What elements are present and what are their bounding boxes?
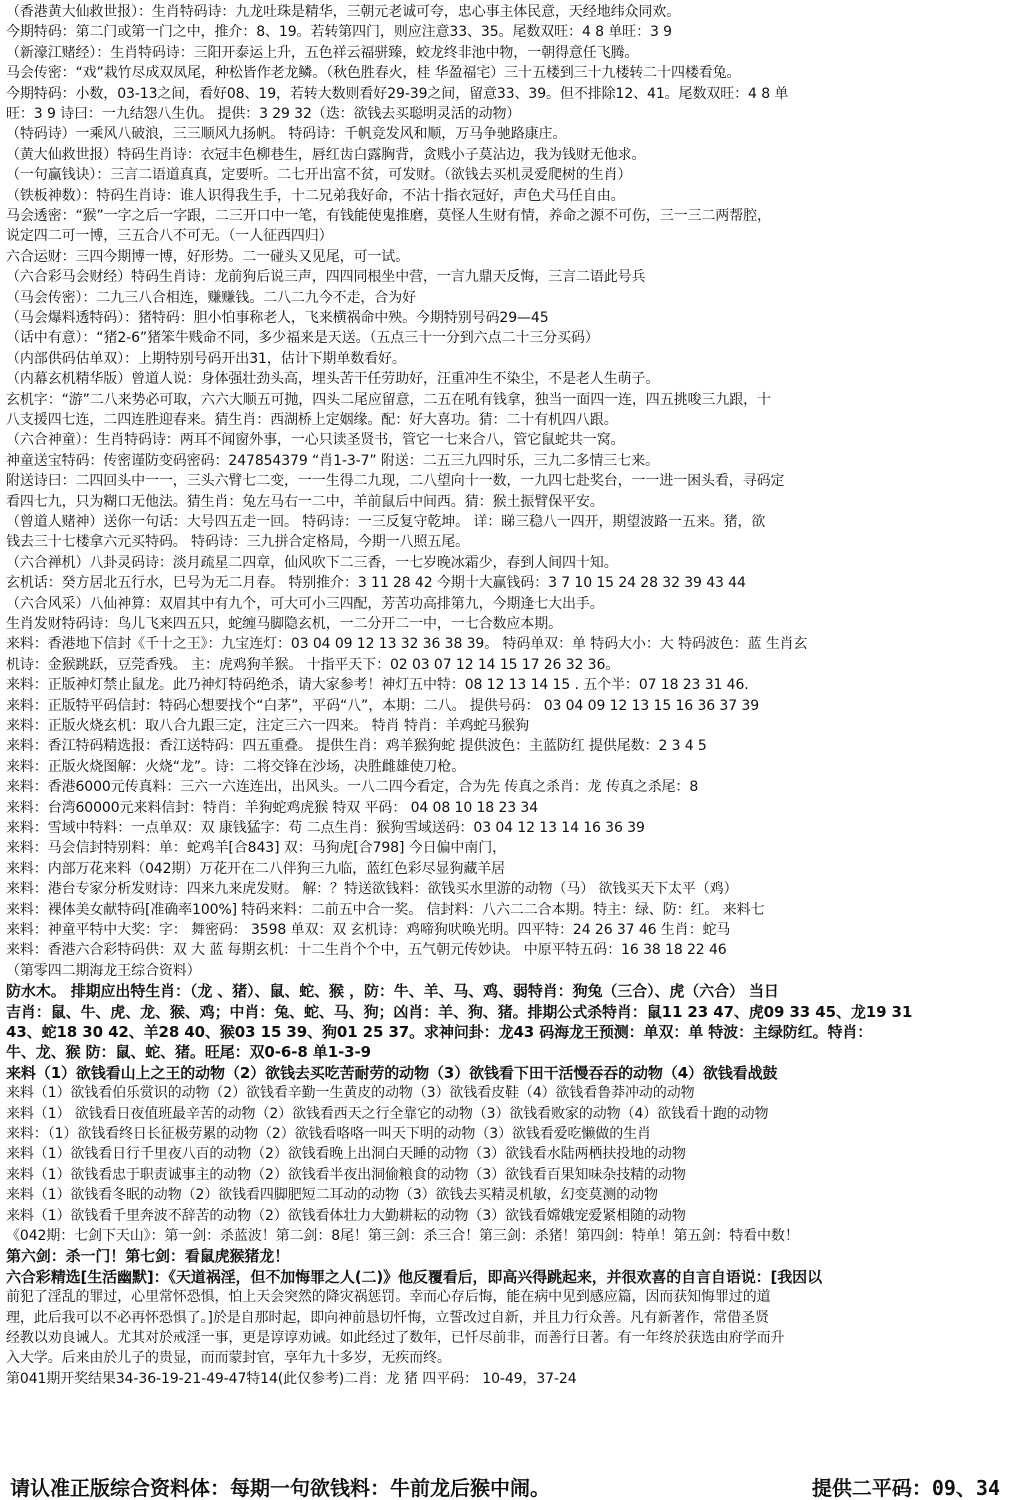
document-line: 玄机字：“游”二八来势必可取，六六大顺五可抛，四头二尾应留意，二五在吼有钱拿，独当一面四一连，四五挑唆三九跟，十 (6, 391, 771, 408)
document-line: 来料：裸体美女献特码[准确率100%] 特码来料：二前五中合一奖。 信封料：八六二二合本期。特主：绿、防：红。 来料七 (6, 901, 765, 918)
document-line: 六合彩精选[生活幽默]：《天道祸淫，但不加悔罪之人(二)》他反覆看后，即高兴得跳起来，并很欢喜的自言自语说：[我因以 (6, 1267, 822, 1286)
document-line: 理，此后我可以不必再怀恐惧了。]於是自那时起，即向神前恳切忏悔，立誓改过自新，并且力行众善。凡有新著作，常借圣贤 (6, 1309, 769, 1326)
document-line: 来料（1）欲钱看冬眠的动物（2）欲钱看四脚肥短二耳动的动物（3）欲钱去买精灵机敏，幻变莫测的动物 (6, 1187, 658, 1204)
document-line: （六合彩马会财经）特码生肖诗：龙前狗后说三声，四四同根坐中营，一言九鼎天反悔，三言二语此号兵 (6, 269, 646, 286)
document-line: 来料：（1）欲钱看终日长征极劳累的动物（2）欲钱看咯咯一叫天下明的动物（3）欲钱看爱吃懒做的生肖 (6, 1126, 651, 1142)
document-line: 前犯了淫乱的罪过，心里常怀恐惧，怕上天会突然的降灾祸惩罚。幸而心存后悔，能在病中见到感应篇，因而获知悔罪过的道 (6, 1289, 771, 1306)
document-line: 牛、龙、猴 防：鼠、蛇、猪。旺尾：双0-6-8 单1-3-9 (6, 1043, 371, 1062)
document-line: 看四七九，只为糊口无他法。猜生肖：兔左马右一二中，羊前鼠后中间西。猜：猴土振臂保平安。 (6, 493, 604, 510)
document-line: 来料：正版火烧玄机：取八合九跟三定，注定三六一四来。 特肖 特肖：羊鸡蛇马猴狗 (6, 718, 529, 734)
document-line: （铁板神数）：特码生肖诗：谁人识得我生手，十二兄弟我好命，不沾十指衣冠好，声色犬马任自由。 (6, 187, 625, 204)
document-line: （马会传密）：二九三八合相连，赚赚钱。二八二九今不走，合为好 (6, 289, 416, 306)
document-line: （内幕玄机精华版）曾道人说：身体强壮劲头高，埋头苦干任劳助好，汪重冲生不染尘，不是老人生萌子。 (6, 371, 660, 388)
document-line: （特码诗）一乘风八破浪，三三顺风九扬帆。 特码诗：千帆竞发风和顺，万马争驰路康庄。 (6, 126, 567, 143)
document-line: 马会传密：“戏”栽竹尽成双凤尾，种松皆作老龙鳞。（秋色胜春火，桂 华盈福宅）三十五楼到三十九楼转二十四楼看兔。 (6, 65, 741, 82)
document-line: （曾道人赌神）送你一句话：大号四五走一回。 特码诗：一三反复守乾坤。 详：睇三稳八一四开，期望波路一五来。猪，欲 (6, 514, 766, 530)
document-line: 入大学。后来由於儿子的贵显，而而蒙封官，享年九十多岁，无疾而终。 (6, 1350, 451, 1367)
document-line: 来料（1）欲钱看忠于职责诚事主的动物（2）欲钱看半夜出洞偷粮食的动物（3）欲钱看百果知味杂技精的动物 (6, 1166, 686, 1183)
document-line: 今期特码：第二门或第一门之中，推介：8、19。若转第四门，则应注意33、35。尾数双旺：4 8 单旺：3 9 (6, 24, 672, 41)
document-line: 来料（1）欲钱看山上之王的动物（2）欲钱去买吃苦耐劳的动物（3）欲钱看下田干活慢吞吞的动物（4）欲钱看战鼓 (6, 1063, 778, 1082)
document-line: 机诗：金猴跳跃，豆莞香残。 主：虎鸡狗羊猴。 十指平天下：02 03 07 12 14 15 17 26 32 36。 (6, 656, 620, 673)
document-line: 来料：内部万花来料（042期）万花开在二八伴狗三九临，蓝红色彩尽显狗藏羊居 (6, 860, 506, 877)
document-line: 第041期开奖结果34-36-19-21-49-47特14(此仅参考)二肖：龙 猪 四平码： 10-49，37-24 (6, 1370, 577, 1387)
document-line: 神童送宝特码：传密谨防变码密码：247854379 “肖1-3-7” 附送：二五三九四时乐，三九二多情三七来。 (6, 452, 659, 469)
document-line: 来料：正版火烧图解：火烧“龙”。诗：二将交锋在沙场，决胜雌雄使刀枪。 (6, 758, 466, 775)
document-line: 钱去三十七楼拿六元买特码。 特码诗：三九拼合定格局，今期一八照五尾。 (6, 534, 470, 551)
document-line: 来料：香江特码精选报：香江送特码：四五重叠。 提供生肖：鸡羊猴狗蛇 提供波色：主蓝防红 提供尾数：2 3 4 5 (6, 738, 707, 755)
document-line: （一句赢钱诀）：三言二语道真真，定要听。二七开出富不贫，可发财。（欲钱去买机灵爱爬树的生肖） (6, 167, 632, 184)
document-line: 来料：正版神灯禁止鼠龙。此乃神灯特码绝杀，请大家参考！神灯五中特：08 12 13 14 15 . 五个半：07 18 23 31 46. (6, 677, 749, 694)
footer-slogan: 请认准正版综合资料体：每期一句欲钱料：牛前龙后猴中闹。 (10, 1475, 550, 1500)
document-line: 防水木。 排期应出特生肖：（龙 、猪）、鼠、蛇、猴 ，防：牛、羊、马、鸡、弱特肖：狗兔（三合）、虎（六合） 当日 (6, 982, 779, 1001)
document-line: 来料：雪域中特料：一点单双：双 康钱猛字：苟 二点生肖：猴狗雪域送码：03 04 12 13 14 16 36 39 (6, 820, 645, 836)
document-line: 附送诗曰：二四回头中一一，三头六臂七二变，一一生得二九现，二八望向十一数，一九四七赴奖台，一一进一困头看，寻码定 (6, 473, 785, 490)
document-line: 来料：香港地下信封《千十之王》：九宝连灯：03 04 09 12 13 32 36 38 39。 特码单双：单 特码大小：大 特码波色：蓝 生肖玄 (6, 636, 808, 653)
document-line: 说定四二可一博，三五合八不可无。（一人征西四归） (6, 228, 333, 245)
document-line: （内部供码估单双）：上期特别号码开出31，估计下期单数看好。 (6, 350, 406, 367)
document-line: 八支援四七连，二四连胜迎春来。猜生肖：西湖桥上定姻缘。配：好大喜功。猜：二十有机四八跟。 (6, 412, 618, 428)
document-line: 来料：马会信封特别料：单：蛇鸡羊[合843] 双：马狗虎[合798] 今日偏中南门， (6, 840, 506, 857)
document-line: （话中有意）：“猪2-6”猪笨牛贱命不同，多少福来是天送。（五点三十一分到六点二十三分买码） (6, 330, 599, 347)
document-line: 来料：香港6000元传真料：三六一六连连出，出风头。一八二四今看定，合为先 传真之杀肖：龙 传真之杀尾：8 (6, 779, 699, 796)
document-line: 旺：3 9 诗曰：一九结怨八生仇。 提供：3 29 32（迭：欲钱去买聪明灵活的动物） (6, 106, 521, 122)
document-line: 今期特码：小数，03-13之间，看好08、19，若转大数则看好29-39之间，留意33、39。但不排除12、41。尾数双旺：4 8 单 (6, 85, 789, 102)
document-line: 来料：香港六合彩特码供：双 大 蓝 每期玄机：十二生肖个个中，五气朝元传妙诀。 中原平特五码：16 38 18 22 46 (6, 942, 727, 959)
document-line: 生肖发财特码诗：鸟儿飞来四五只，蛇缠马脚隐玄机，一二分开二一中，一七合数应本期。 (6, 616, 562, 632)
document-line: 来料：神童平特中大奖：字： 舞密码： 3598 单双：双 玄机诗：鸡啼狗吠唤光明。四平特：24 26 37 46 生肖：蛇马 (6, 922, 731, 938)
document-line: 来料（1） 欲钱看日夜值班最辛苦的动物（2）欲钱看西天之行全靠它的动物（3）欲钱看败家的动物（4）欲钱看十跑的动物 (6, 1105, 769, 1122)
document-line: 六合运财：三四今期博一博，好形势。二一碰头又见尾，可一试。 (6, 248, 410, 265)
document-line: 第六剑：杀一门！第七剑：看鼠虎猴猪龙！ (6, 1247, 290, 1266)
footer-numbers: 提供二平码：09、34 (811, 1475, 1000, 1500)
document-line: （马会爆料透特码）：猪特码：胆小怕事称老人，飞来横祸命中殃。今期特别号码29—45 (6, 310, 549, 326)
document-line: 来料：正版特平码信封：特码心想要找个“白茅”，平码“八”，本期：二八。 提供号码： 03 04 09 12 13 15 16 36 37 39 (6, 697, 760, 714)
document-line: （第零四二期海龙王综合资料） (6, 962, 201, 979)
document-line: 马会透密：“猴”一字之后一字跟，二三开口中一笔，有钱能使鬼推磨，莫怪人生财有情，养命之源不可伤，三一三二两帮腔， (6, 208, 771, 224)
document-line: 来料：港台专家分析发财诗：四来九来虎发财。 解：？特送欲钱料：欲钱买水里游的动物（马） 欲钱买天下太平（鸡） (6, 881, 738, 898)
document-line: （六合禅机）八卦灵码诗：淡月疏星二四章，仙风吹下二三香，一七岁晚冰霜少，春到人间四十知。 (6, 554, 618, 571)
document-line: （香港黄大仙救世报）：生肖特码诗：九龙吐珠是精华，三朝元老诚可夸，忠心事主体民意，天经地纬众同欢。 (6, 4, 681, 20)
document-line: 玄机话：癸方居北五行水，巳号为无二月春。 特别推介：3 11 28 42 今期十大赢钱码：3 7 10 15 24 28 32 39 43 44 (6, 575, 746, 592)
document-line: 来料（1）欲钱看日行千里夜八百的动物（2）欲钱看晚上出洞白天睡的动物（3）欲钱看水陆两栖扶投地的动物 (6, 1146, 686, 1163)
document-line: （六合风采）八仙神算：双眉其中有九个，可大可小三四配，芳苦功高排第九，今期逢七大出手。 (6, 595, 604, 612)
document-line: 43、蛇18 30 42、羊28 40、猴03 15 39、狗01 25 37。求神问卦：龙43 码海龙王预测：单双：单 特波：主绿防红。特肖： (6, 1023, 873, 1041)
document-line: 吉肖：鼠、牛、虎、龙、猴、鸡；中肖：兔、蛇、马、狗；凶肖：羊、狗、猪。排期公式杀特肖：鼠11 23 47、虎09 33 45、龙19 31 (6, 1002, 913, 1021)
document-line: 经教以劝良诫人。尤其对於戒淫一事，更是谆谆劝诫。如此经过了数年，已忏尽前非，而善行日著。有一年终於获选由府学而升 (6, 1330, 785, 1346)
document-line: 《042期：七剑下天山》：第一剑：杀蓝波！第二剑：8尾！第三剑：杀三合！第三剑：杀猪！第四剑：特单！第五剑：特看中数！ (6, 1228, 799, 1244)
document-line: （黄大仙救世报）特码生肖诗：衣冠丰色柳巷生，唇红齿白露胸背，贪贱小子莫沾边，我为钱财无他求。 (6, 146, 646, 163)
footer-bar (0, 1472, 1010, 1500)
document-line: 来料（1）欲钱看伯乐赏识的动物（2）欲钱看辛勤一生黄皮的动物（3）欲钱看皮鞋（4）欲钱看鲁莽冲动的动物 (6, 1085, 695, 1102)
document-line: 来料（1）欲钱看千里奔波不辞苦的动物（2）欲钱看体壮力大勤耕耘的动物（3）欲钱看嫦娥宠爱紧相随的动物 (6, 1207, 686, 1224)
document-line: （六合神童）：生肖特码诗：两耳不闻窗外事，一心只读圣贤书，管它一七来合八，管它鼠蛇共一窝。 (6, 432, 625, 449)
document-line: （新濠江赌经）：生肖特码诗：三阳开泰运上升，五色祥云福骈臻，蛟龙终非池中物，一朝得意任飞腾。 (6, 44, 639, 61)
document-line: 来料：台湾60000元来料信封：特肖：羊狗蛇鸡虎猴 特双 平码： 04 08 10 18 23 34 (6, 799, 539, 816)
